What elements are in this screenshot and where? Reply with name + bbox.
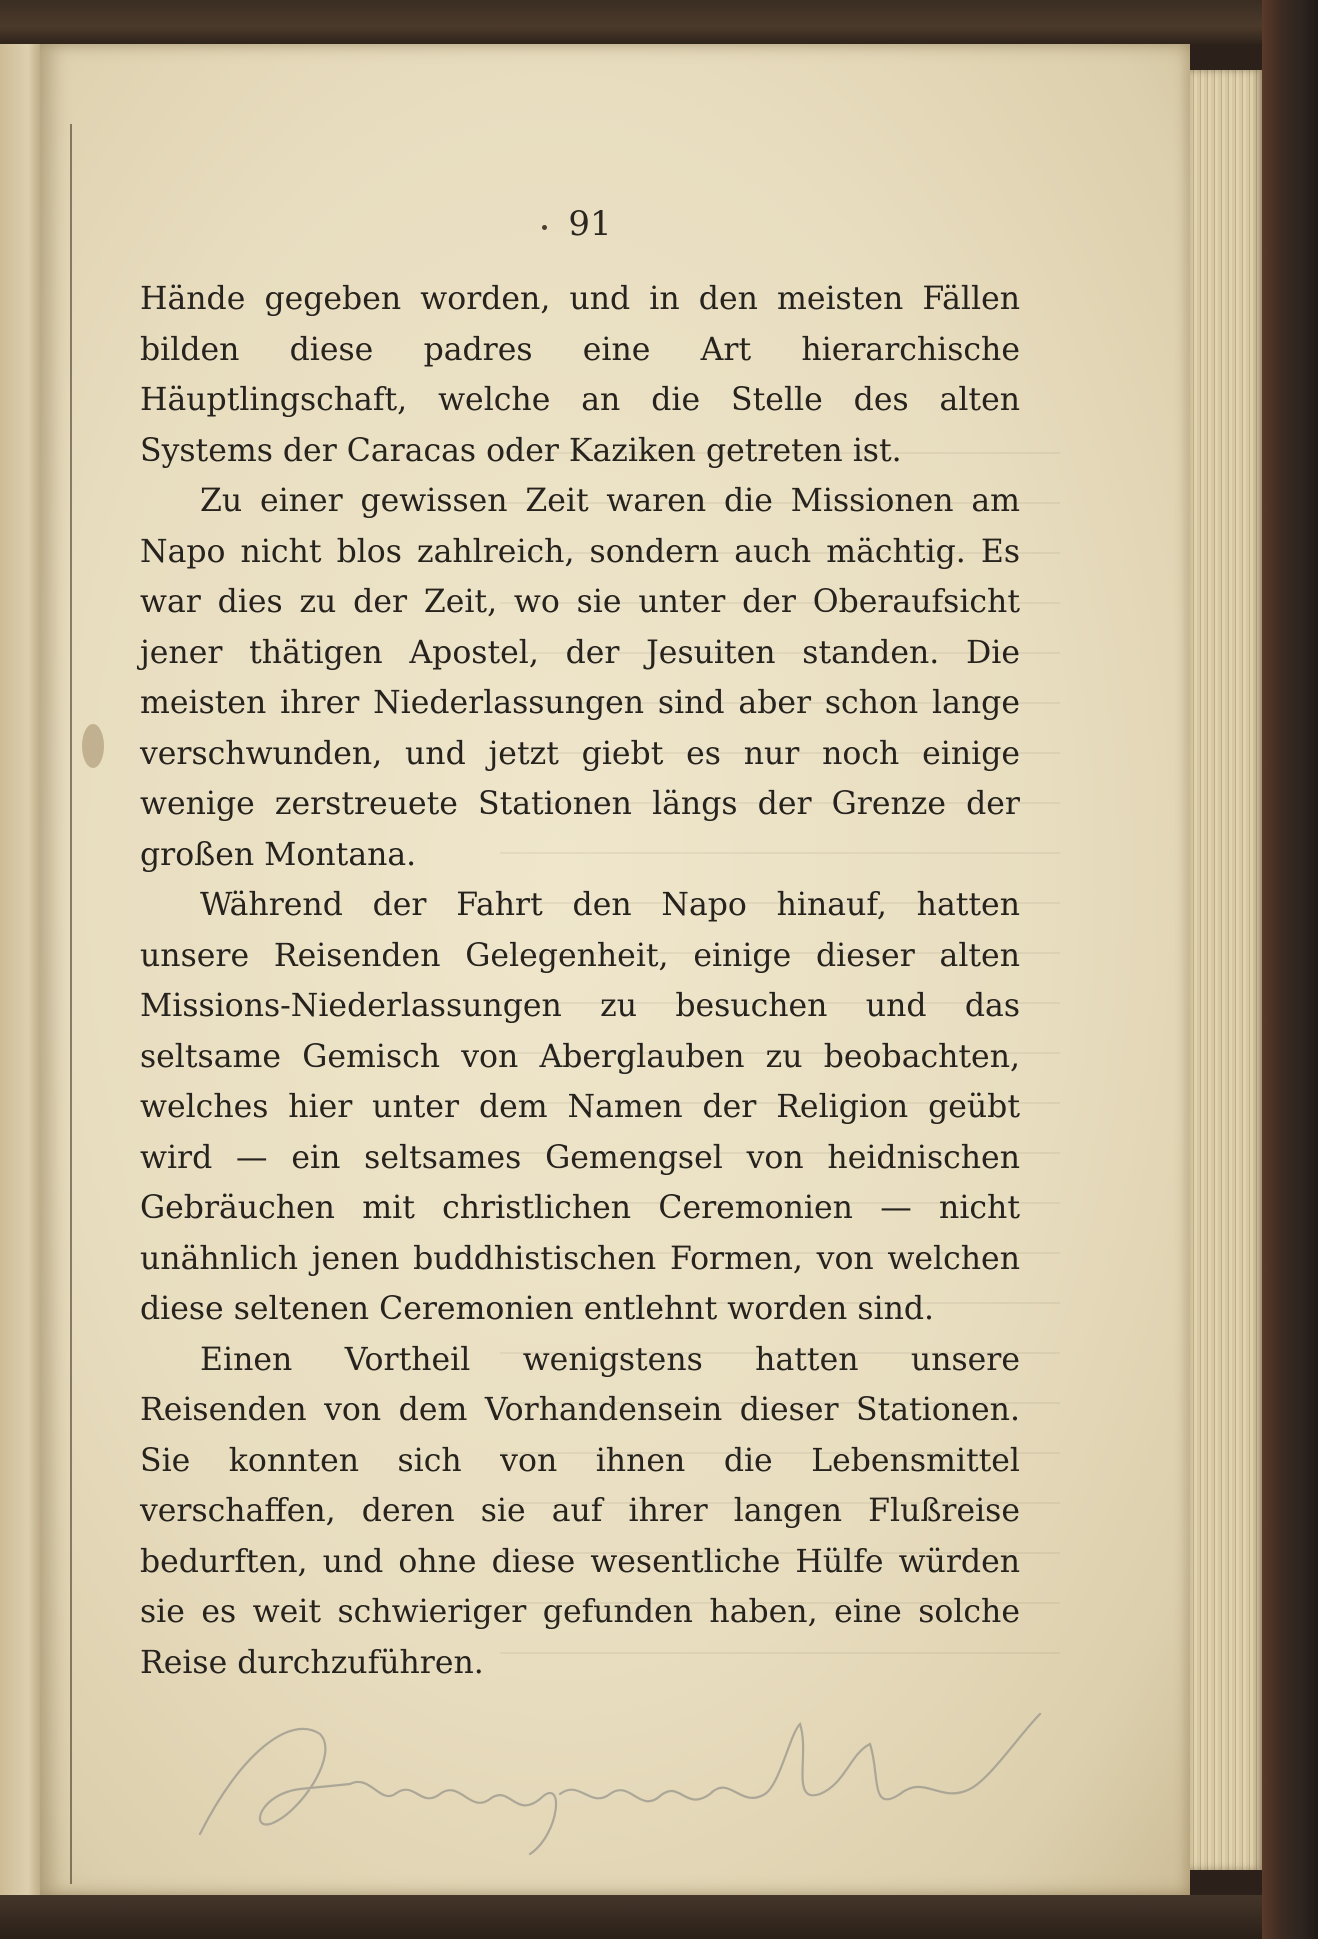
paragraph-3: Während der Fahrt den Napo hinauf, hatten unsere Reisenden Gelegenheit, einige dieser alten Missions-Niederlassungen zu besuchen und das seltsame Gemisch von Aberglauben zu beobachten, welches hier unter dem Namen der Religion geübt wird — ein seltsames Gemengsel von heidnischen Gebräuchen mit christlichen Ceremonien — nicht unähnlich jenen buddhistischen Formen, von welchen diese seltenen Ceremonien entlehnt worden sind. xyxy=(140,887,1020,1327)
book-cover-bottom xyxy=(0,1895,1318,1939)
left-page-edge xyxy=(0,44,42,1895)
paragraph-2: Zu einer gewissen Zeit waren die Missionen am Napo nicht blos zahlreich, sondern auch mächtig. Es war dies zu der Zeit, wo sie unter der Oberaufsicht jener thätigen Apostel, der Jesuiten standen. Die meisten ihrer Niederlassungen sind aber schon lange verschwunden, und jetzt giebt es nur noch einige wenige zerstreuete Stationen längs der Grenze der großen Montana. xyxy=(140,483,1020,873)
book-cover-right xyxy=(1262,0,1318,1939)
book-page xyxy=(40,44,1190,1895)
pencil-signature xyxy=(180,1694,1080,1864)
book-cover-top xyxy=(0,0,1318,44)
paragraph-1: Hände gegeben worden, und in den meisten Fällen bilden diese padres eine Art hierarchische Häuptlingschaft, welche an die Stelle des alten Systems der Caracas oder Kaziken getreten ist. xyxy=(140,281,1020,469)
paragraph-4: Einen Vortheil wenigstens hatten unsere Reisenden von dem Vorhandensein dieser Stationen. Sie konnten sich von ihnen die Lebensmittel verschaffen, deren sie auf ihrer langen Flußreise bedurften, und ohne diese wesentliche Hülfe würden sie es weit schwieriger gefunden haben, eine solche Reise durchzuführen. xyxy=(140,1341,1020,1681)
page-stain xyxy=(82,724,104,768)
page-stack-edges xyxy=(1190,70,1262,1870)
page-number: 91 xyxy=(568,204,612,244)
body-text xyxy=(140,274,1020,1688)
gutter-line xyxy=(70,124,72,1884)
